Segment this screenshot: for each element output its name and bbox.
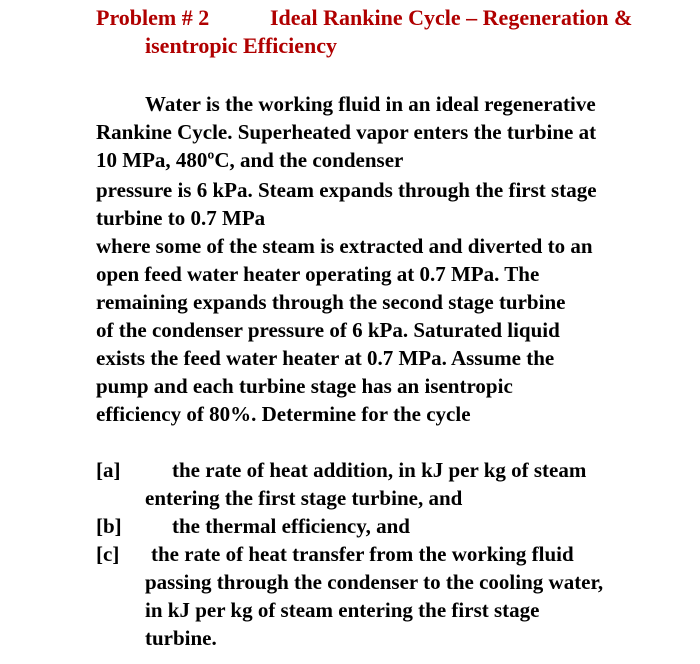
body-line: efficiency of 80%. Determine for the cycle (96, 402, 471, 426)
body-line: of the condenser pressure of 6 kPa. Saturated liquid (96, 318, 560, 342)
question-a-text: the rate of heat addition, in kJ per kg of steam (172, 458, 587, 482)
problem-title: Ideal Rankine Cycle – Regeneration & (270, 5, 633, 30)
body-line: pump and each turbine stage has an isentropic (96, 374, 513, 398)
problem-label: Problem # 2 (96, 5, 210, 30)
body-line: pressure is 6 kPa. Steam expands through the first stage (96, 178, 597, 202)
body-line: where some of the steam is extracted and diverted to an (96, 234, 593, 258)
question-a-label: [a] (96, 458, 121, 482)
question-c-text: the rate of heat transfer from the working fluid (151, 542, 574, 566)
body-line: open feed water heater operating at 0.7 MPa. The (96, 262, 540, 286)
question-a-text-continued: entering the first stage turbine, and (145, 486, 463, 510)
question-c-text-continued: turbine. (145, 626, 217, 650)
body-line: Rankine Cycle. Superheated vapor enters the turbine at (96, 120, 597, 144)
body-line: exists the feed water heater at 0.7 MPa. Assume the (96, 346, 555, 370)
question-c-label: [c] (96, 542, 120, 566)
body-line: 10 MPa, 480ºC, and the condenser (96, 148, 404, 172)
question-c-text-continued: in kJ per kg of steam entering the first stage (145, 598, 540, 622)
question-c-text-continued: passing through the condenser to the cooling water, (145, 570, 604, 594)
body-line: turbine to 0.7 MPa (96, 206, 266, 230)
question-b-label: [b] (96, 514, 122, 538)
question-b-text: the thermal efficiency, and (172, 514, 410, 538)
body-line: Water is the working fluid in an ideal regenerative (145, 92, 596, 116)
problem-title-continued: isentropic Efficiency (145, 33, 338, 58)
body-line: remaining expands through the second stage turbine (96, 290, 566, 314)
